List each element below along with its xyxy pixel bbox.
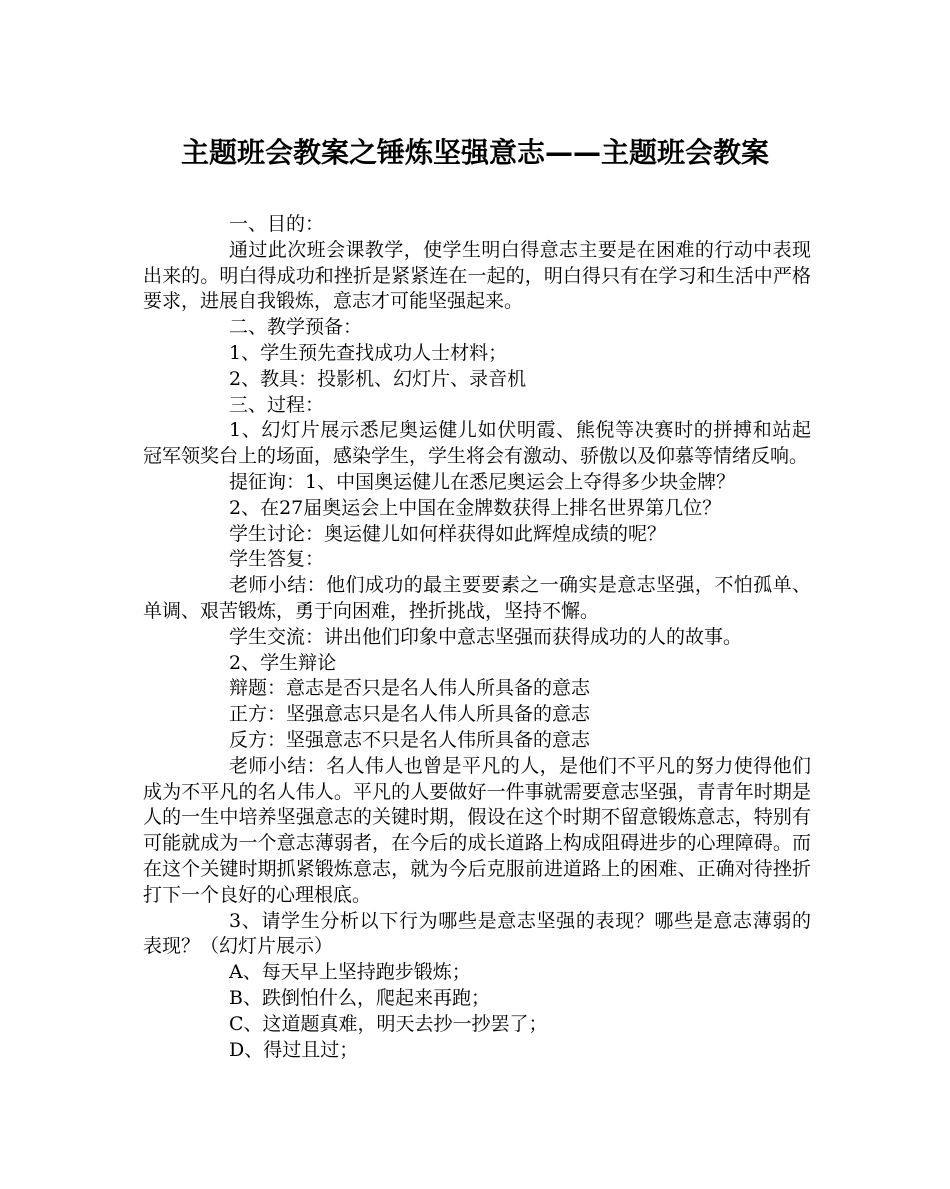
document-body (143, 212, 811, 1063)
paragraph-option-c: C、这道题真难，明天去抄一抄罢了； (229, 1012, 548, 1035)
paragraph-debate-heading: 2、学生辩论 (229, 651, 337, 674)
paragraph-debate-topic: 辩题：意志是否只是名人伟人所具备的意志 (229, 677, 591, 700)
paragraph-exchange: 学生交流：讲出他们印象中意志坚强而获得成功的人的故事。 (229, 625, 743, 648)
paragraph-process-1: 1、幻灯片展示悉尼奥运健儿如伏明霞、熊倪等决赛时的拼搏和站起冠军领奖台上的场面，感染学生，学生将会有激动、骄傲以及仰慕等情绪反响。 (143, 419, 811, 468)
paragraph-teacher-summary-1: 老师小结：他们成功的最主要要素之一确实是意志坚强，不怕孤单、单调、艰苦锻炼，勇于向困难，挫折挑战，坚持不懈。 (143, 574, 811, 622)
paragraph-preparation-2: 2、教具：投影机、幻灯片、录音机 (229, 367, 527, 390)
paragraph-question-2: 2、在27届奥运会上中国在金牌数获得上排名世界第几位？ (229, 496, 722, 519)
paragraph-teacher-summary-2: 老师小结：名人伟人也曾是平凡的人，是他们不平凡的努力使得他们成为不平凡的名人伟人。平凡的人要做好一件事就需要意志坚强，青青年时期是人的一生中培养坚强意志的关键时期，假设在这个时期不留意锻炼意志，特别有可能就成为一个意志薄弱者，在今后的成长道路上构成阻碍进步的心理障碍。而在这个关键时期抓紧锻炼意志，就为今后克服前进道路上的困难、正确对待挫折打下一个良好的心理根底。 (143, 754, 811, 906)
paragraph-debate-affirmative: 正方：坚强意志只是名人伟人所具备的意志 (229, 703, 591, 726)
paragraph-discussion: 学生讨论：奥运健儿如何样获得如此辉煌成绩的呢？ (229, 522, 667, 545)
paragraph-preparation-heading: 二、教学预备： (229, 316, 363, 339)
paragraph-option-b: B、跌倒怕什么，爬起来再跑； (229, 986, 490, 1009)
paragraph-purpose-text: 通过此次班会课教学，使学生明白得意志主要是在困难的行动中表现出来的。明白得成功和挫折是紧紧连在一起的，明白得只有在学习和生活中严格要求，进展自我锻炼，意志才可能坚强起来。 (143, 238, 811, 313)
paragraph-analysis: 3、请学生分析以下行为哪些是意志坚强的表现？哪些是意志薄弱的表现？（幻灯片展示） (143, 909, 811, 958)
paragraph-process-heading: 三、过程： (229, 393, 325, 416)
paragraph-purpose-heading: 一、目的： (229, 213, 325, 235)
paragraph-debate-negative: 反方：坚强意志不只是名人伟所具备的意志 (229, 728, 591, 751)
paragraph-answer: 学生答复： (229, 548, 325, 571)
paragraph-question-1: 提征询：1、中国奥运健儿在悉尼奥运会上夺得多少块金牌？ (229, 470, 736, 493)
paragraph-preparation-1: 1、学生预先查找成功人士材料； (229, 341, 508, 364)
paragraph-option-a: A、每天早上坚持跑步锻炼； (229, 961, 471, 984)
paragraph-option-d: D、得过且过； (229, 1038, 359, 1061)
document-title: 主题班会教案之锤炼坚强意志——主题班会教案 (180, 136, 769, 169)
